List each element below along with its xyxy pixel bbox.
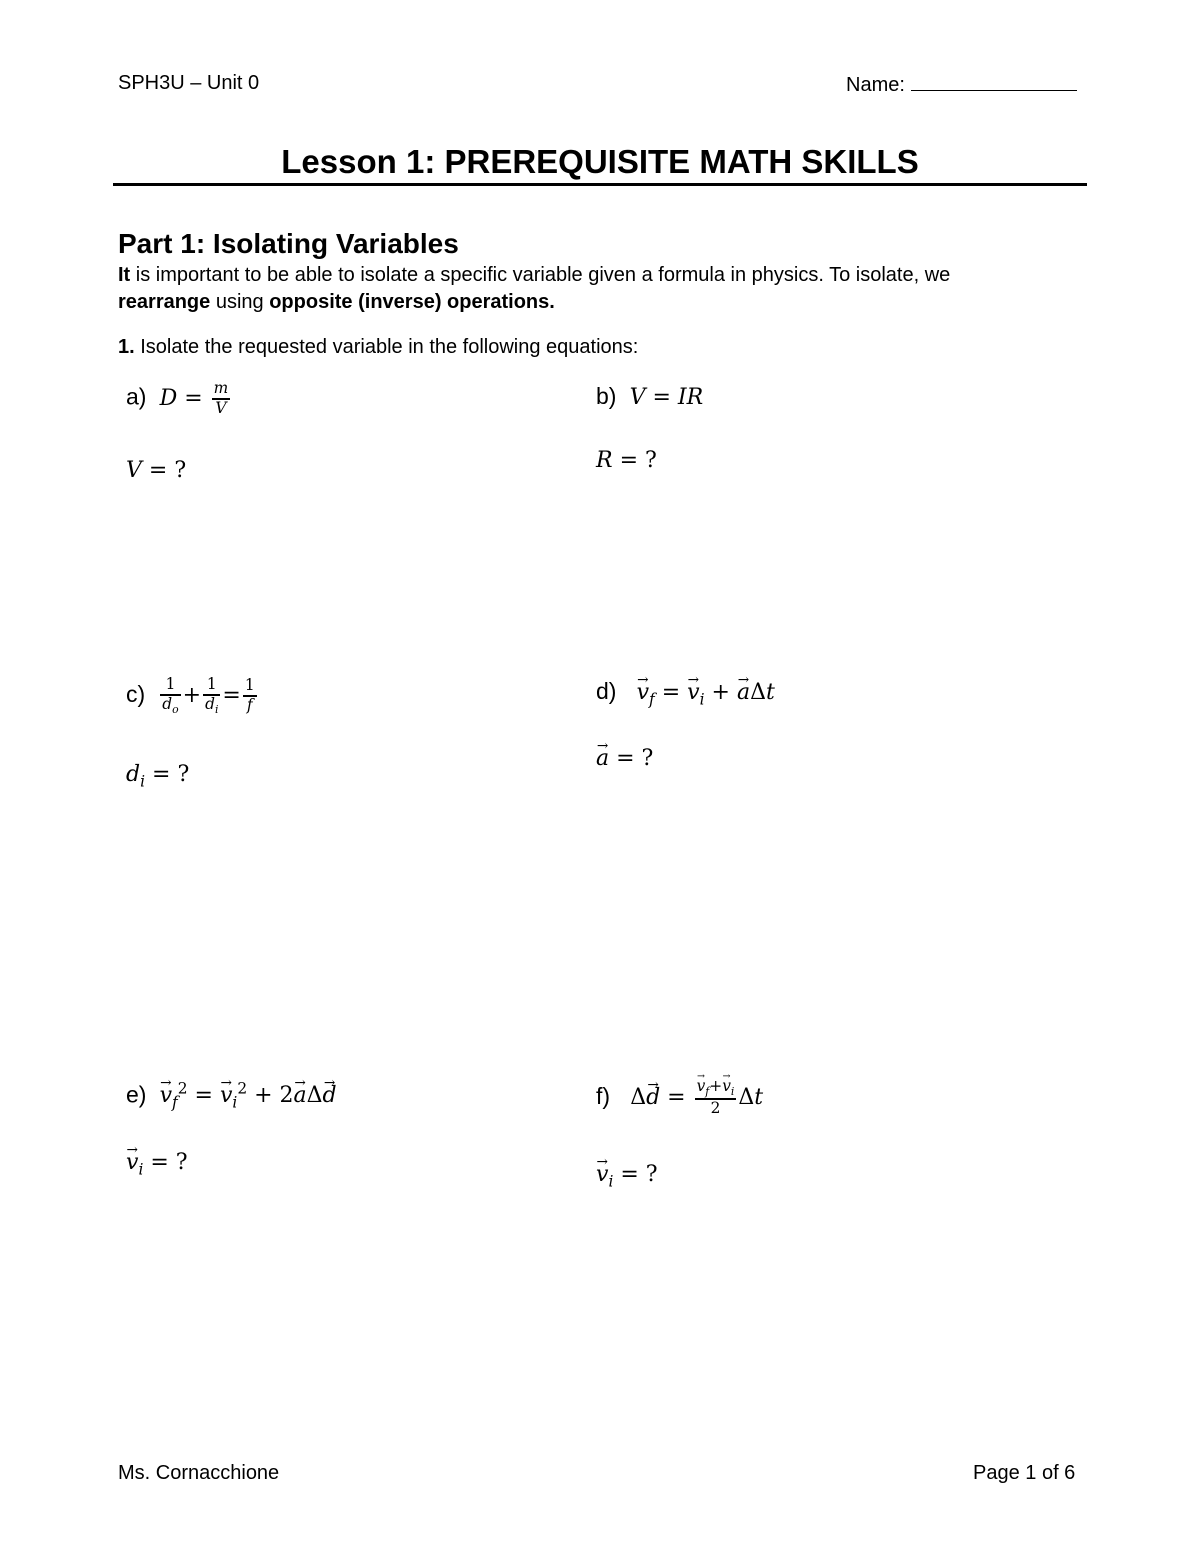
equation-vf-equals-vi-plus-adt: → $v_f$ = → $v_i$ + → aΔt	[623, 680, 775, 705]
intro-bold-2: rearrange	[118, 291, 211, 313]
title-divider	[113, 183, 1087, 186]
problem-a-label: a)	[126, 383, 147, 410]
name-field	[846, 72, 1077, 97]
problem-e-solve-for: → $v_i$ = ?	[126, 1150, 188, 1178]
problem-d-label: d)	[596, 678, 617, 704]
problem-b-equation	[596, 383, 703, 410]
question-1	[118, 336, 638, 359]
equation-thin-lens: $\frac{1}{d_o}$ + $\frac{1}{d_i}$ = $\frac{1}{f}$	[162, 675, 255, 716]
problem-c-solve-for: $d_i$ = ?	[126, 762, 190, 791]
equation-v-equals-ir: V = IR	[622, 385, 704, 410]
equation-d-equals-m-over-v: D = $\frac{m}{V}$	[152, 379, 229, 417]
intro-paragraph	[118, 262, 1078, 316]
question-number: 1.	[118, 336, 135, 358]
problem-f-label: f)	[596, 1083, 611, 1110]
intro-text-1: is important to be able to isolate a specific variable given a formula in physics. To isolate, we	[130, 264, 951, 286]
problem-e-equation	[126, 1080, 337, 1112]
problem-a-equation	[126, 380, 232, 417]
intro-text-2: using	[210, 291, 270, 313]
problem-a-solve-for: V = ?	[126, 458, 187, 483]
intro-bold-1: It	[118, 264, 131, 286]
problem-b-solve-for: R = ?	[596, 448, 657, 473]
equation-displacement-average-velocity: Δ→ d = → $\frac{v_f+\to v_i}{2}$ Δt	[616, 1085, 763, 1110]
problem-b-label: b)	[596, 383, 617, 409]
problem-f-solve-for: → $v_i$ = ?	[596, 1162, 658, 1190]
name-label: Name:	[846, 74, 905, 96]
question-text: Isolate the requested variable in the following equations:	[134, 336, 639, 358]
footer-page-number: Page 1 of 6	[973, 1462, 1076, 1484]
equation-vf-squared: → $v_f^2$ = → $v_i^2 + 2\to a\Delta\to d$	[153, 1083, 337, 1108]
problem-e-label: e)	[126, 1081, 147, 1108]
part-heading: Part 1: Isolating Variables	[118, 228, 459, 259]
problem-d-equation	[596, 678, 775, 708]
intro-bold-3: opposite (inverse) operations.	[269, 291, 555, 313]
name-blank-line	[911, 72, 1077, 91]
problem-d-solve-for: → a = ?	[596, 746, 653, 771]
page-title: Lesson 1: PREREQUISITE MATH SKILLS	[281, 143, 919, 180]
problem-c-equation	[126, 676, 259, 716]
problem-c-label: c)	[126, 681, 146, 708]
footer-teacher: Ms. Cornacchione	[118, 1462, 280, 1484]
course-header: SPH3U – Unit 0	[118, 72, 260, 94]
problem-f-equation	[596, 1078, 763, 1118]
